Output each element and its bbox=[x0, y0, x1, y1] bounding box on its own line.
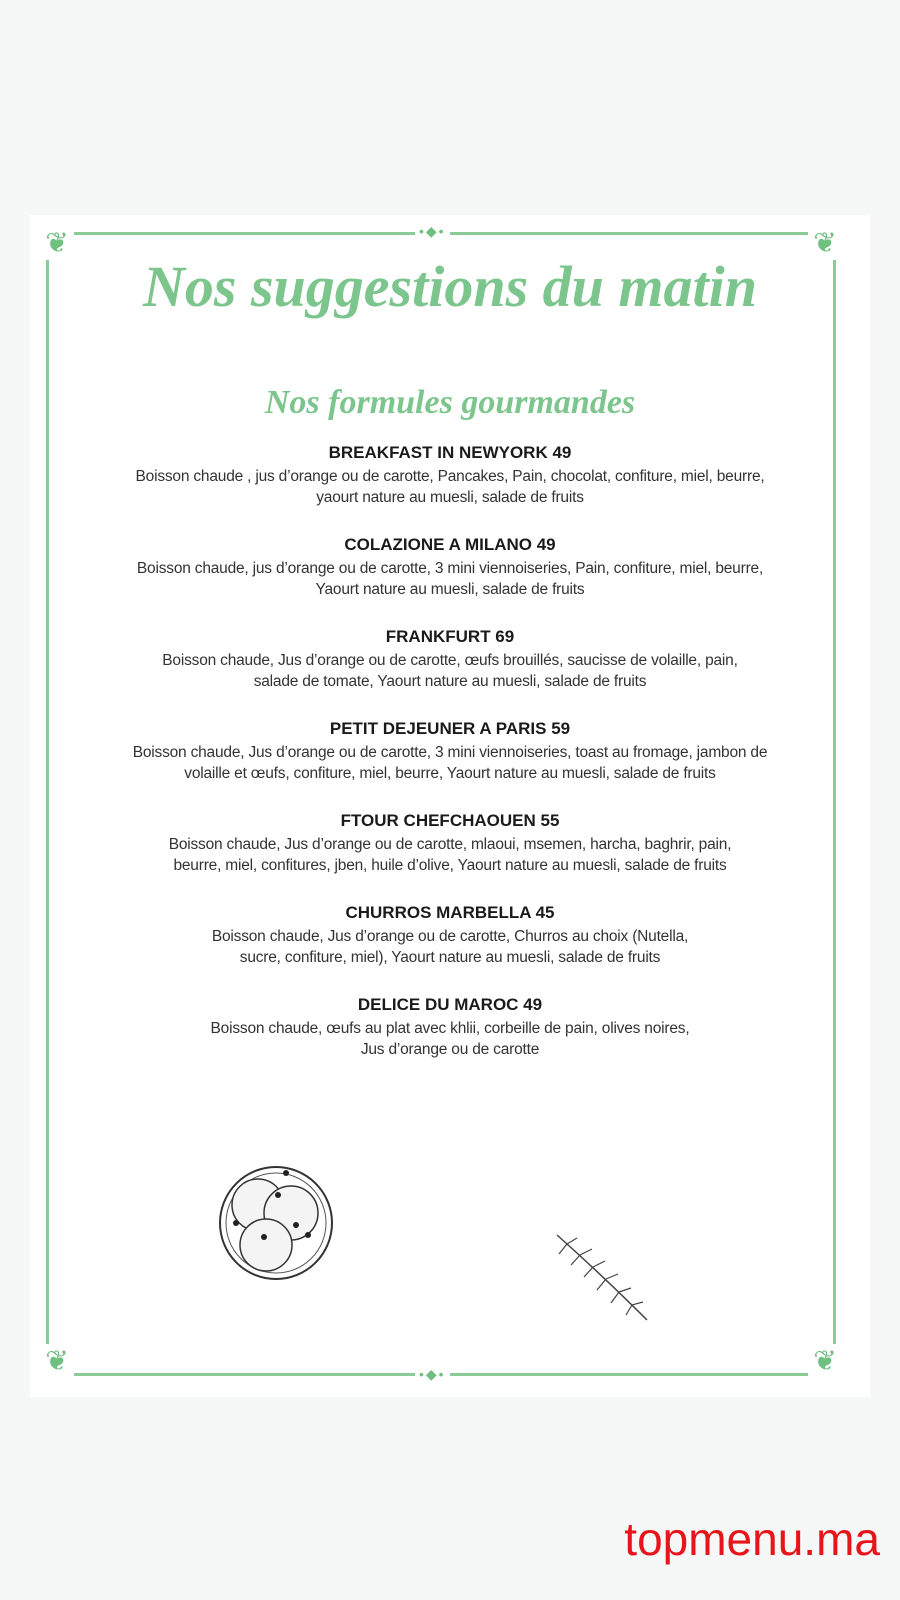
menu-item bbox=[40, 532, 860, 624]
item-name: PETIT DEJEUNER A PARIS 59 bbox=[329, 719, 571, 738]
item-description: Jus d’orange ou de carotte bbox=[360, 1041, 540, 1058]
item-name: COLAZIONE A MILANO 49 bbox=[344, 535, 556, 554]
item-name: FRANKFURT 69 bbox=[385, 627, 515, 646]
corner-ornament-icon: ❦ bbox=[40, 226, 74, 260]
menu-item bbox=[40, 808, 860, 900]
corner-ornament-icon: ❦ bbox=[808, 1344, 842, 1378]
item-description: beurre, miel, confitures, jben, huile d’olive, Yaourt nature au muesli, salade de fruits bbox=[173, 857, 727, 874]
menu-item bbox=[40, 992, 860, 1084]
menu-items bbox=[40, 440, 860, 1084]
menu-item bbox=[40, 440, 860, 532]
rosemary-sprig-icon bbox=[552, 1230, 652, 1326]
corner-ornament-icon: ❦ bbox=[40, 1344, 74, 1378]
watermark-topmenu: topmenu.ma bbox=[624, 1513, 880, 1565]
item-description: Boisson chaude , jus d’orange ou de carotte, Pancakes, Pain, chocolat, confiture, miel, beurre, bbox=[135, 468, 765, 485]
item-name: DELICE DU MAROC 49 bbox=[357, 995, 543, 1014]
item-description: Yaourt nature au muesli, salade de fruits bbox=[315, 581, 585, 598]
menu-item bbox=[40, 900, 860, 992]
item-name: CHURROS MARBELLA 45 bbox=[345, 903, 555, 922]
item-description: Boisson chaude, Jus d’orange ou de carotte, Churros au choix (Nutella, bbox=[211, 928, 689, 945]
item-description: Boisson chaude, œufs au plat avec khlii, corbeille de pain, olives noires, bbox=[210, 1020, 690, 1037]
item-description: sucre, confiture, miel), Yaourt nature au muesli, salade de fruits bbox=[239, 949, 661, 966]
pancake-plate-icon bbox=[216, 1165, 336, 1281]
divider-ornament-icon: •◆• bbox=[415, 1366, 450, 1383]
item-description: Boisson chaude, Jus d’orange ou de carotte, œufs brouillés, saucisse de volaille, pain, bbox=[162, 652, 738, 669]
item-description: volaille et œufs, confiture, miel, beurre, Yaourt nature au muesli, salade de fruits bbox=[184, 765, 716, 782]
divider-ornament-icon: •◆• bbox=[415, 223, 450, 240]
item-description: Boisson chaude, Jus d’orange ou de carotte, 3 mini viennoiseries, toast au fromage, jambon de bbox=[132, 744, 768, 761]
item-name: FTOUR CHEFCHAOUEN 55 bbox=[340, 811, 560, 830]
section-subtitle: Nos formules gourmandes bbox=[264, 384, 636, 421]
menu-item bbox=[40, 716, 860, 808]
item-description: Boisson chaude, jus d’orange ou de carotte, 3 mini viennoiseries, Pain, confiture, miel, beurre, bbox=[136, 560, 764, 577]
page-title: Nos suggestions du matin bbox=[142, 254, 757, 319]
item-description: salade de tomate, Yaourt nature au muesli, salade de fruits bbox=[253, 673, 647, 690]
item-description: Boisson chaude, Jus d’orange ou de carotte, mlaoui, msemen, harcha, baghrir, pain, bbox=[168, 836, 732, 853]
corner-ornament-icon: ❦ bbox=[808, 226, 842, 260]
item-name: BREAKFAST IN NEWYORK 49 bbox=[328, 443, 572, 462]
item-description: yaourt nature au muesli, salade de fruits bbox=[316, 489, 584, 506]
menu-item bbox=[40, 624, 860, 716]
